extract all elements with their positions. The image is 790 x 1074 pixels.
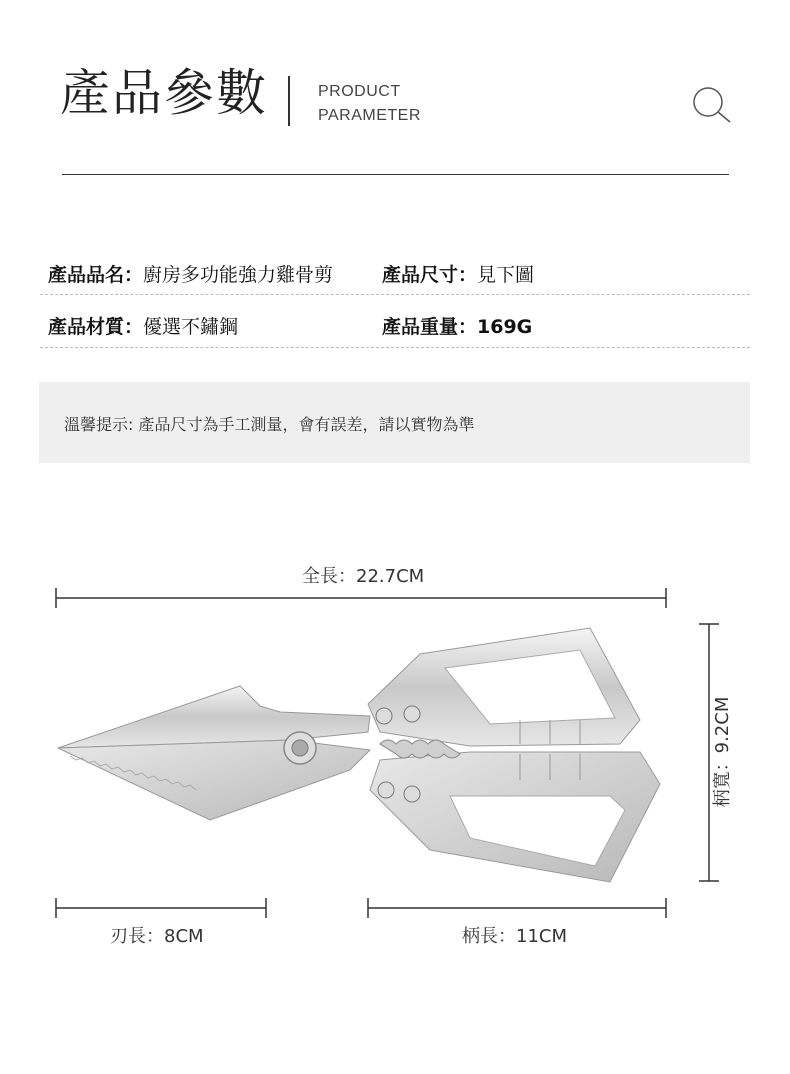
spec-label: 產品材質： [48,316,144,338]
spec-value: 廚房多功能強力雞骨剪 [143,264,334,286]
tip-label: 溫馨提示: [64,415,134,434]
spec-label: 產品重量： [382,316,478,338]
page-title: 產品參數 [60,64,268,122]
total-length-label: 全長：22.7CM [302,566,425,587]
spec-value: 優選不鏽鋼 [143,316,239,338]
scissors-image [50,620,670,890]
spec-label: 產品尺寸： [382,264,478,286]
subtitle-line-2: PARAMETER [318,107,421,124]
subtitle-line-1: PRODUCT [318,83,401,100]
handle-width-label: 柄寬：9.2CM [712,696,733,808]
spec-value: 見下圖 [477,264,535,286]
blade-length-label: 刃長：8CM [110,926,204,947]
spec-label: 產品品名： [48,264,144,286]
handle-length-label: 柄長：11CM [462,926,568,947]
spec-value: 169G [477,316,533,338]
tip-content: 產品尺寸為手工測量，會有誤差，請以實物為準 [138,415,475,434]
